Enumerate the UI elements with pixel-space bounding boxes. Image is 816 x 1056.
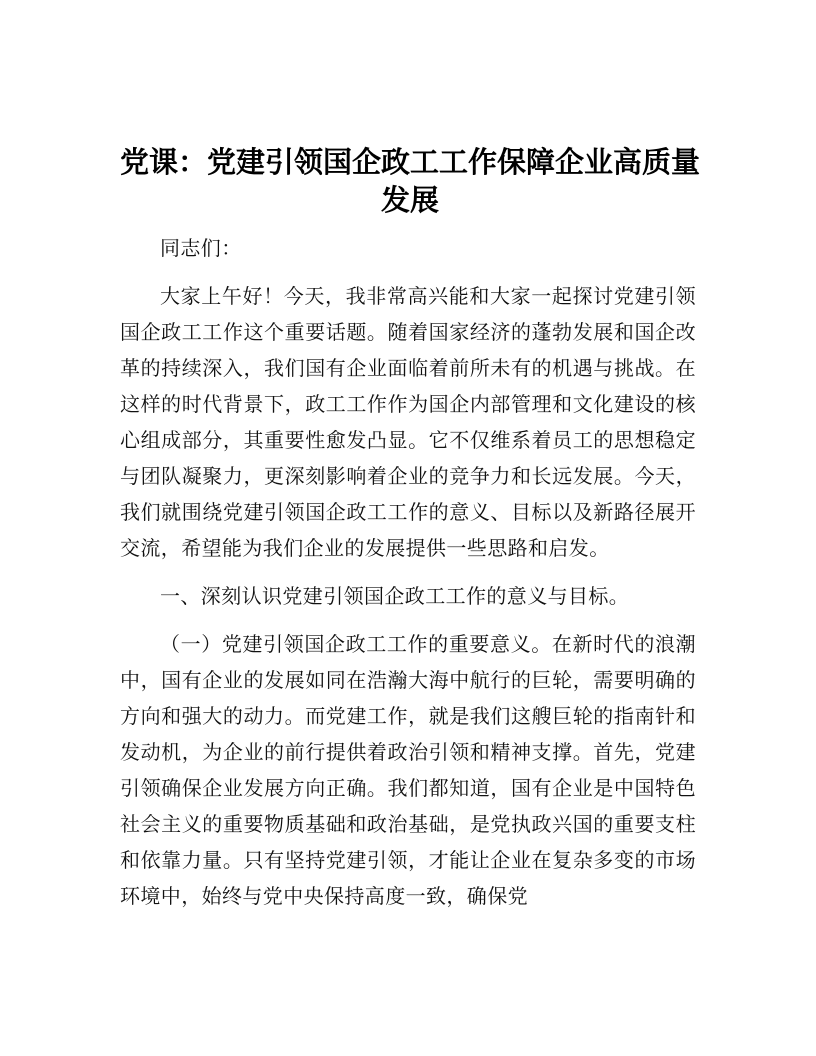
paragraph-section-1-1: （一）党建引领国企政工工作的重要意义。在新时代的浪潮中，国有企业的发展如同在浩瀚大海中航行的巨轮，需要明确的方向和强大的动力。而党建工作，就是我们这艘巨轮的指南针和发动机，为企业的前行提供着政治引领和精神支撑。首先，党建引领确保企业发展方向正确。我们都知道，国有企业是中国特色社会主义的重要物质基础和政治基础，是党执政兴国的重要支柱和依靠力量。只有坚持党建引领，才能让企业在复杂多变的市场环境中，始终与党中央保持高度一致，确保党	[120, 632, 696, 908]
document-title: 党课：党建引领国企政工工作保障企业高质量发展	[119, 145, 700, 217]
salutation: 同志们：	[160, 236, 242, 260]
paragraph-intro: 大家上午好！今天，我非常高兴能和大家一起探讨党建引领国企政工工作这个重要话题。随着国家经济的蓬勃发展和国企改革的持续深入，我们国有企业面临着前所未有的机遇与挑战。在这样的时代背景下，政工工作作为国企内部管理和文化建设的核心组成部分，其重要性愈发凸显。它不仅维系着员工的思想稳定与团队凝聚力，更深刻影响着企业的竞争力和长远发展。今天，我们就围绕党建引领国企政工工作的意义、目标以及新路径展开交流，希望能为我们企业的发展提供一些思路和启发。	[120, 284, 696, 560]
document-body	[120, 230, 696, 914]
section-heading-1: 一、深刻认识党建引领国企政工工作的意义与目标。	[160, 584, 630, 608]
